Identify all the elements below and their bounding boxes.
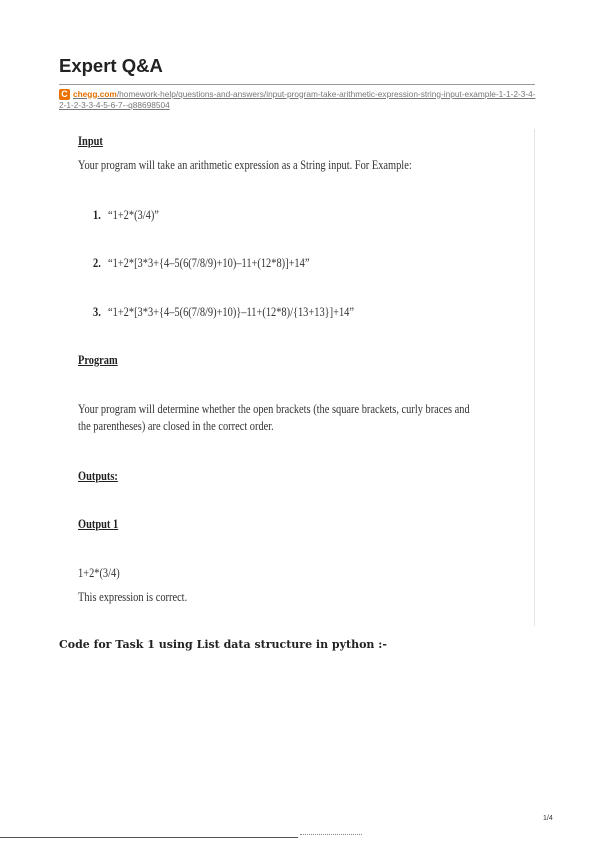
question-border	[534, 129, 535, 626]
program-text-line: Your program will determine whether the open brackets (the square brackets, curly braces and	[78, 401, 470, 416]
output1-heading: Output 1	[78, 516, 119, 531]
output1-expression: 1+2*(3/4)	[78, 565, 120, 580]
program-heading: Program	[78, 352, 118, 367]
footer-divider	[0, 837, 298, 838]
example-expression: “1+2*(3/4)”	[108, 207, 159, 222]
source-link[interactable]	[59, 89, 539, 111]
page-number: 1/4	[543, 815, 553, 822]
page-title: Expert Q&A	[59, 55, 163, 76]
input-heading: Input	[78, 133, 103, 148]
source-path: /homework-help/questions-and-answers/input-program-take-arithmetic-expression-string-input-example-1-1-2-3-4-2-1-2-3-3-4-5-6-7--q88698504	[59, 88, 536, 110]
output1-result: This expression is correct.	[78, 589, 188, 604]
input-description: Your program will take an arithmetic expression as a String input. For Example:	[78, 157, 412, 172]
source-host: chegg.com	[73, 88, 117, 99]
example-number: 1.	[93, 207, 101, 222]
example-expression: “1+2*[3*3+{4–5(6(7/8/9)+10)}–11+(12*8)/{13+13}]+14”	[108, 304, 354, 319]
title-divider	[59, 84, 535, 85]
answer-heading: Code for Task 1 using List data structure in python :-	[59, 638, 387, 651]
example-expression: “1+2*[3*3+{4–5(6(7/8/9)+10)–11+(12*8)]+14”	[108, 255, 310, 270]
chegg-icon: C	[59, 89, 70, 100]
example-number: 2.	[93, 255, 101, 270]
program-text-line: the parentheses) are closed in the correct order.	[78, 418, 274, 433]
footer-artifact	[300, 834, 362, 838]
outputs-heading: Outputs:	[78, 468, 118, 483]
source-url-link[interactable]	[59, 89, 536, 110]
example-number: 3.	[93, 304, 101, 319]
